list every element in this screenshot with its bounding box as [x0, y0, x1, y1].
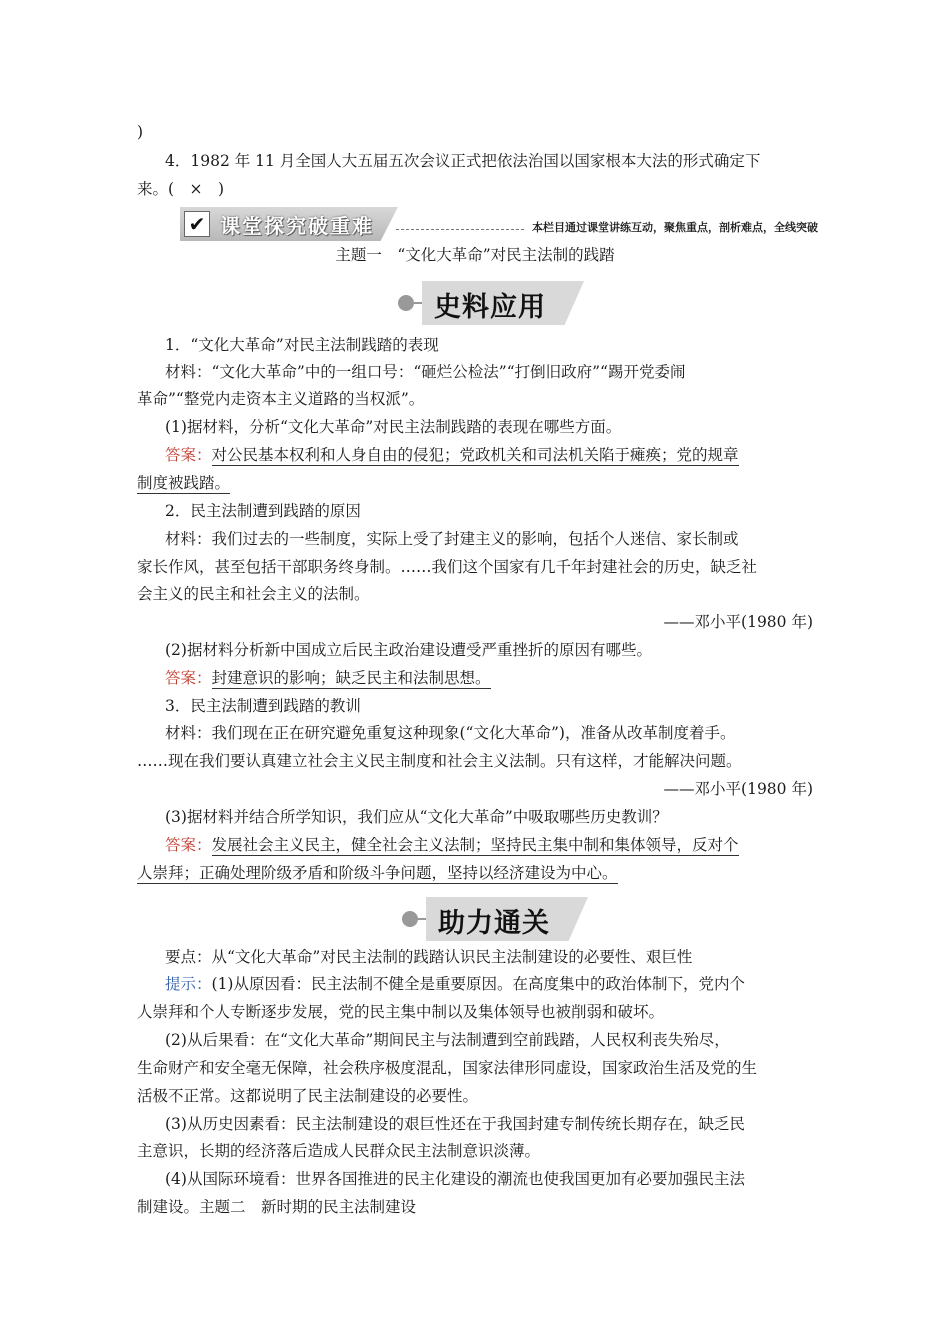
- hint-1-line-1: [165, 970, 845, 998]
- banner-title: 课堂探究破重难: [220, 214, 374, 238]
- subheading-1: 1．“文化大革命”对民主法制践踏的表现: [165, 336, 439, 354]
- answer-3-text: 发展社会主义民主，健全社会主义法制；坚持民主集中制和集体领导，反对个: [211, 836, 739, 854]
- hint-4-line-2: 制建设。主题二 新时期的民主法制建设: [137, 1198, 417, 1216]
- material-2-line-2: 家长作风，甚至包括干部职务终身制。……我们这个国家有几千年封建社会的历史，缺乏社: [137, 558, 758, 576]
- answer-label: 答案：: [165, 836, 212, 854]
- answer-3-text-cont: 人崇拜；正确处理阶级矛盾和阶级斗争问题，坚持以经济建设为中心。: [137, 864, 618, 882]
- answer-2-text: 封建意识的影响；缺乏民主和法制思想。: [211, 669, 491, 687]
- section-heading-text: 史料应用: [434, 292, 546, 323]
- answer-2: [165, 664, 845, 692]
- banner-divider: [396, 229, 524, 230]
- material-1-line-1: 材料：“文化大革命”中的一组口号：“砸烂公检法”“打倒旧政府”“踢开党委闹: [165, 363, 686, 381]
- material-1-line-2: 革命”“整党内走资本主义道路的当权派”。: [137, 390, 425, 408]
- banner-note: 本栏目通过课堂讲练互动，聚焦重点，剖析难点，全线突破: [532, 221, 818, 234]
- key-point: 要点：从“文化大革命”对民主法制的践踏认识民主法制建设的必要性、艰巨性: [165, 948, 693, 966]
- answer-3-line-1: [165, 831, 845, 859]
- answer-1-text-cont: 制度被践踏。: [137, 474, 231, 492]
- answer-label: 答案：: [165, 669, 212, 687]
- paren-line: ): [137, 123, 144, 141]
- subheading-3: 3．民主法制遭到践踏的教训: [165, 697, 361, 715]
- answer-1-line-2: [137, 469, 817, 497]
- subheading-2: 2．民主法制遭到践踏的原因: [165, 502, 361, 520]
- question-2: (2)据材料分析新中国成立后民主政治建设遭受严重挫折的原因有哪些。: [165, 641, 652, 659]
- source-2: ——邓小平(1980 年): [663, 613, 813, 631]
- material-3-line-1: 材料：我们现在正在研究避免重复这种现象(“文化大革命”)，准备从改革制度着手。: [165, 724, 736, 742]
- answer-1-text: 对公民基本权利和人身自由的侵犯；党政机关和司法机关陷于瘫痪；党的规章: [211, 446, 739, 464]
- check-icon: ✔: [184, 211, 210, 237]
- question-4-line-2: 来。( × ): [137, 180, 225, 198]
- answer-3-line-2: [137, 859, 817, 887]
- hint-3-line-2: 主意识，长期的经济落后造成人民群众民主法制意识淡薄。: [137, 1142, 541, 1160]
- material-2-line-1: 材料：我们过去的一些制度，实际上受了封建主义的影响，包括个人迷信、家长制或: [165, 530, 739, 548]
- section-heading-text: 助力通关: [438, 908, 550, 939]
- source-3: ——邓小平(1980 年): [663, 780, 813, 798]
- hint-2-line-1: (2)从后果看：在“文化大革命”期间民主与法制遭到空前践踏，人民权利丧失殆尽，: [165, 1031, 730, 1049]
- section-heading-historical-materials: [398, 281, 598, 325]
- hint-2-line-3: 活极不正常。这都说明了民主法制建设的必要性。: [137, 1087, 479, 1105]
- answer-1-line-1: [165, 441, 845, 469]
- hint-label: 提示：: [165, 975, 212, 993]
- hint-2-line-2: 生命财产和安全毫无保障，社会秩序极度混乱，国家法律形同虚设，国家政治生活及党的生: [137, 1059, 758, 1077]
- hint-4-line-1: (4)从国际环境看：世界各国推进的民主化建设的潮流也使我国更加有必要加强民主法: [165, 1170, 745, 1188]
- hint-1-text: (1)从原因看：民主法制不健全是重要原因。在高度集中的政治体制下，党内个: [211, 975, 745, 993]
- bullet-connector: [414, 918, 428, 920]
- question-4-line-1: 4．1982 年 11 月全国人大五届五次会议正式把依法治国以国家根本大法的形式确定下: [165, 152, 761, 170]
- section-banner: [180, 207, 850, 241]
- material-3-line-2: ……现在我们要认真建立社会主义民主制度和社会主义法制。只有这样，才能解决问题。: [137, 752, 742, 770]
- section-heading-pass-help: [402, 897, 602, 941]
- question-3: (3)据材料并结合所学知识，我们应从“文化大革命”中吸取哪些历史教训？: [165, 808, 668, 826]
- hint-3-line-1: (3)从历史因素看：民主法制建设的艰巨性还在于我国封建专制传统长期存在，缺乏民: [165, 1115, 745, 1133]
- question-1: (1)据材料，分析“文化大革命”对民主法制践踏的表现在哪些方面。: [165, 418, 622, 436]
- material-2-line-3: 会主义的民主和社会主义的法制。: [137, 585, 370, 603]
- bullet-connector: [410, 302, 424, 304]
- answer-label: 答案：: [165, 446, 212, 464]
- topic-1-title: 主题一 “文化大革命”对民主法制的践踏: [335, 246, 615, 264]
- hint-1-line-2: 人崇拜和个人专断逐步发展，党的民主集中制以及集体领导也被削弱和破坏。: [137, 1003, 665, 1021]
